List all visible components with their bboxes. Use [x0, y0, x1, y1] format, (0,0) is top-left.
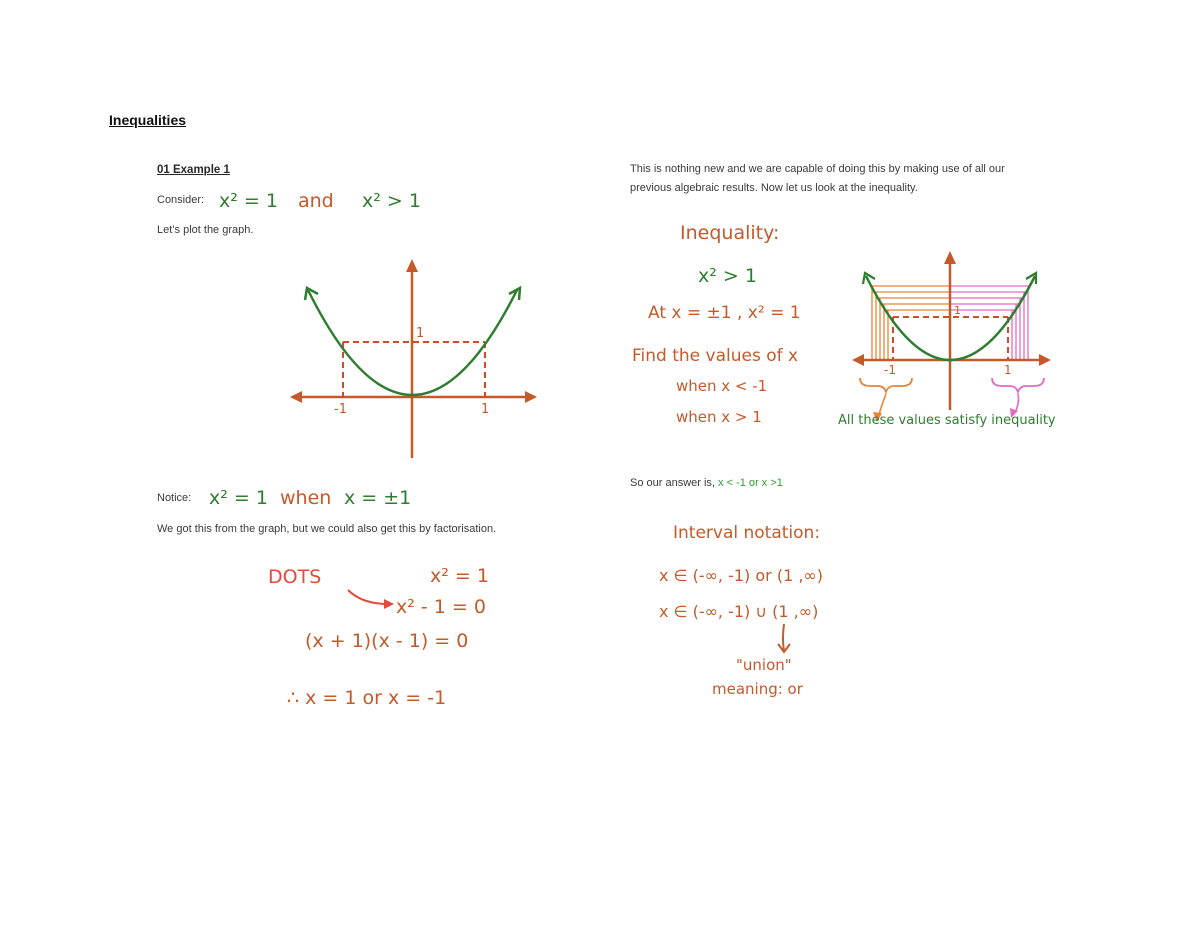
left-graph-label-y: 1 — [416, 326, 425, 341]
all-values-note: All these values satisfy inequality — [838, 413, 1056, 428]
when-less: when x < -1 — [676, 377, 768, 395]
consider-label: Consider: — [157, 194, 205, 206]
inequality-heading: Inequality: — [680, 222, 780, 244]
interval-notation-2: x ∈ (-∞, -1) ∪ (1 ,∞) — [659, 602, 819, 621]
union-meaning: meaning: or — [712, 680, 803, 698]
intro-line-1: This is nothing new and we are capable of doing this by making use of all our — [630, 163, 1005, 175]
factor-eq3: (x + 1)(x - 1) = 0 — [305, 630, 469, 652]
notice-label: Notice: — [157, 492, 192, 504]
right-graph-label-neg: -1 — [884, 363, 896, 377]
plot-text: Let’s plot the graph. — [157, 224, 254, 236]
at-text: At x = ±1 , x² = 1 — [648, 303, 801, 323]
consider-eq1: x² = 1 — [219, 190, 278, 212]
interval-heading: Interval notation: — [673, 523, 821, 543]
answer-value: x < -1 or x >1 — [718, 477, 783, 489]
interval-notation-1: x ∈ (-∞, -1) or (1 ,∞) — [659, 566, 823, 585]
intro-line-2: previous algebraic results. Now let us look at the inequality. — [630, 182, 918, 194]
consider-eq2: x² > 1 — [362, 190, 421, 212]
right-graph-label-y: 1 — [954, 304, 961, 317]
factor-text: We got this from the graph, but we could also get this by factorisation. — [157, 523, 497, 535]
find-text: Find the values of x — [632, 346, 799, 366]
notice-eq: x² = 1 — [209, 487, 268, 509]
therefore-line: ∴ x = 1 or x = -1 — [287, 687, 447, 709]
union-word: "union" — [736, 656, 792, 674]
notice-x: x = ±1 — [344, 487, 412, 509]
inequality-expr: x² > 1 — [698, 265, 757, 287]
when-greater: when x > 1 — [676, 408, 762, 426]
right-graph-label-pos: 1 — [1004, 363, 1012, 377]
left-graph-label-neg: -1 — [334, 402, 347, 417]
page-title: Inequalities — [109, 112, 187, 128]
dots-label: DOTS — [268, 566, 322, 588]
section-title: 01 Example 1 — [157, 164, 230, 176]
notice-when: when — [280, 487, 332, 509]
consider-and: and — [298, 190, 334, 212]
left-graph-label-pos: 1 — [481, 402, 490, 417]
answer-prefix: So our answer is, — [630, 477, 715, 489]
factor-eq1: x² = 1 — [430, 565, 489, 587]
factor-eq2: x² - 1 = 0 — [396, 596, 486, 618]
